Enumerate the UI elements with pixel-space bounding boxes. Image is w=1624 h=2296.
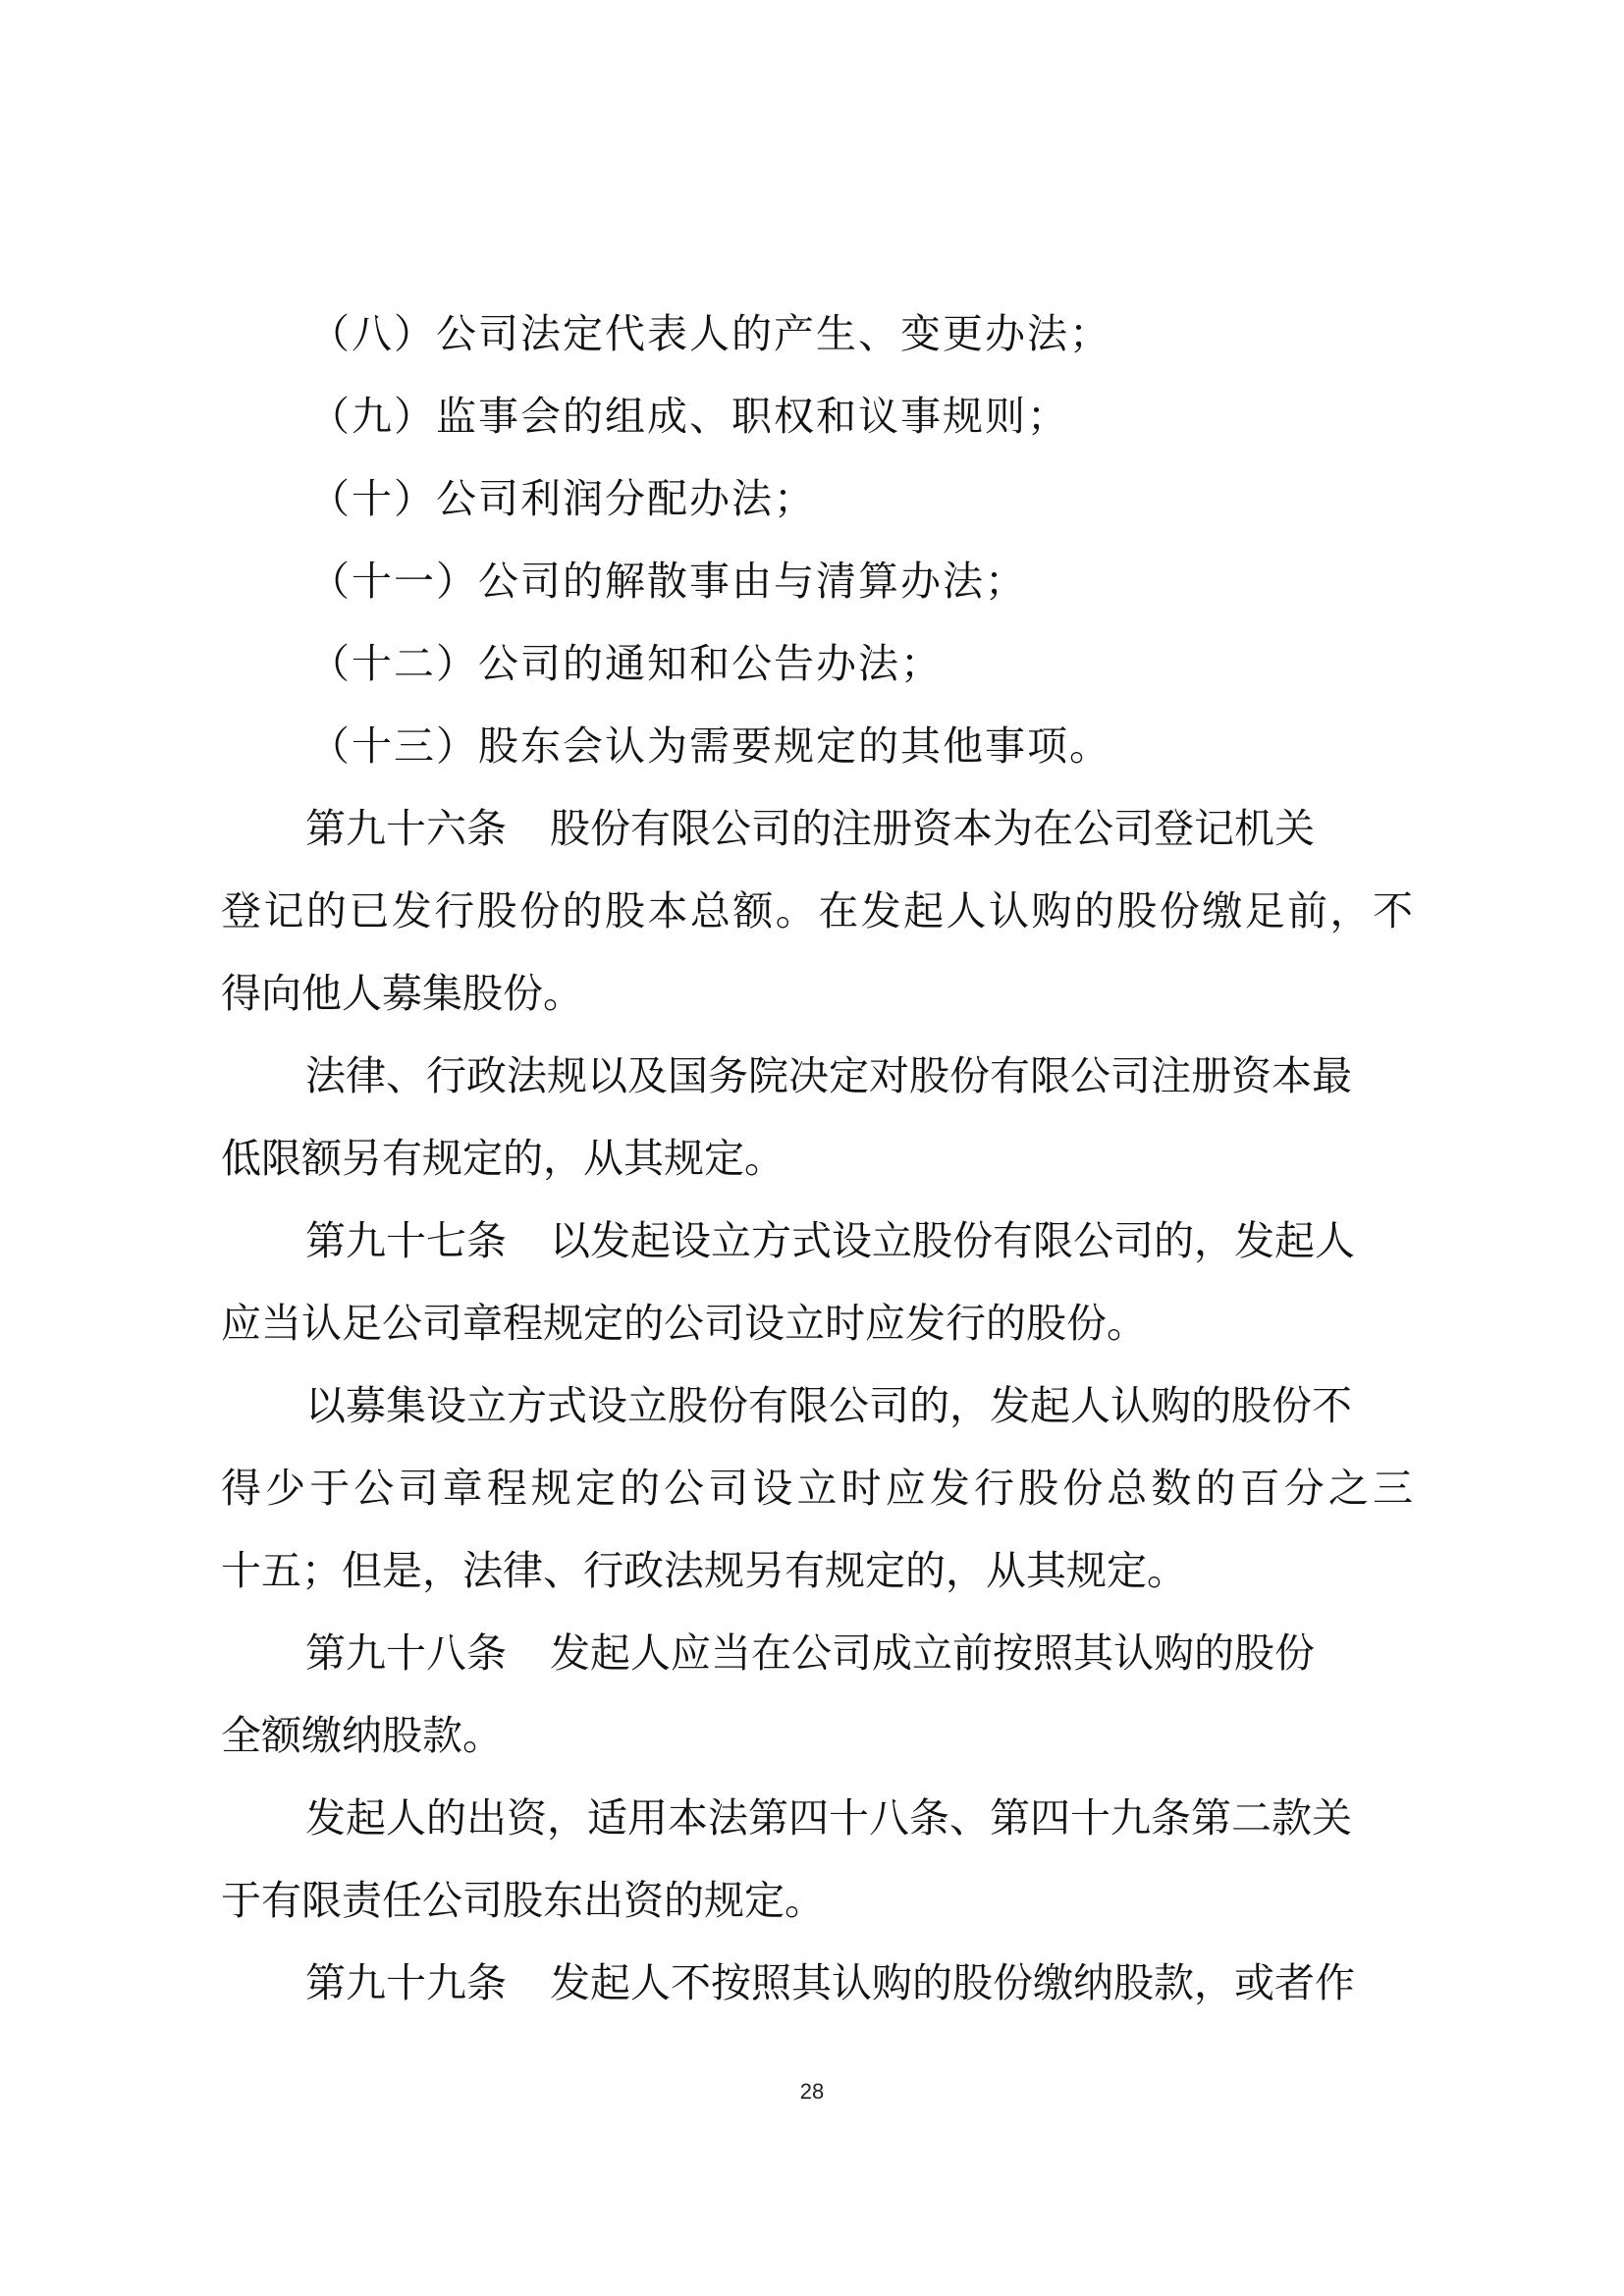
list-item: （九）监事会的组成、职权和议事规则； [309,393,1069,440]
paragraph-line: 以募集设立方式设立股份有限公司的，发起人认购的股份不 [305,1382,1352,1429]
paragraph-line: 得少于公司章程规定的公司设立时应发行股份总数的百分之三 [221,1465,1413,1512]
paragraph-line: 全额缴纳股款。 [221,1712,503,1759]
paragraph-line: 得向他人募集股份。 [221,970,583,1017]
page-number: 28 [799,2079,825,2104]
article-98-first-line [221,1612,1413,1694]
paragraph-line: 登记的已发行股份的股本总额。在发起人认购的股份缴足前，不 [221,887,1413,934]
list-item: （十二）公司的通知和公告办法； [309,640,943,687]
paragraph-line: 十五；但是，法律、行政法规另有规定的，从其规定。 [221,1547,1187,1594]
paragraph-line: 低限额另有规定的，从其规定。 [221,1135,785,1182]
article-text [221,293,1413,2024]
article-96-heading: 第九十六条 [305,805,507,852]
list-item: （十一）公司的解散事由与清算办法； [309,558,1027,605]
list-item: （十三）股东会认为需要规定的其他事项。 [309,722,1111,770]
article-98-heading: 第九十八条 [305,1629,507,1677]
article-97-heading: 第九十七条 [305,1217,507,1264]
article-99-heading: 第九十九条 [305,1959,507,2006]
paragraph-line: 发起人的出资，适用本法第四十八条、第四十九条第二款关 [305,1794,1352,1842]
list-item: （十）公司利润分配办法； [309,475,816,522]
article-99-text: 发起人不按照其认购的股份缴纳股款，或者作 [550,1959,1355,2006]
article-96-first-line [221,787,1413,870]
article-96-text: 股份有限公司的注册资本为在公司登记机关 [550,805,1315,852]
article-97-first-line [221,1200,1413,1282]
paragraph-line: 于有限责任公司股东出资的规定。 [221,1877,825,1924]
article-99-first-line [221,1942,1413,2024]
article-97-text: 以发起设立方式设立股份有限公司的，发起人 [550,1217,1355,1264]
list-item: （八）公司法定代表人的产生、变更办法； [309,310,1111,357]
paragraph-line: 应当认足公司章程规定的公司设立时应发行的股份。 [221,1300,1147,1347]
article-98-text: 发起人应当在公司成立前按照其认购的股份 [550,1629,1315,1677]
paragraph-line: 法律、行政法规以及国务院决定对股份有限公司注册资本最 [305,1052,1352,1099]
